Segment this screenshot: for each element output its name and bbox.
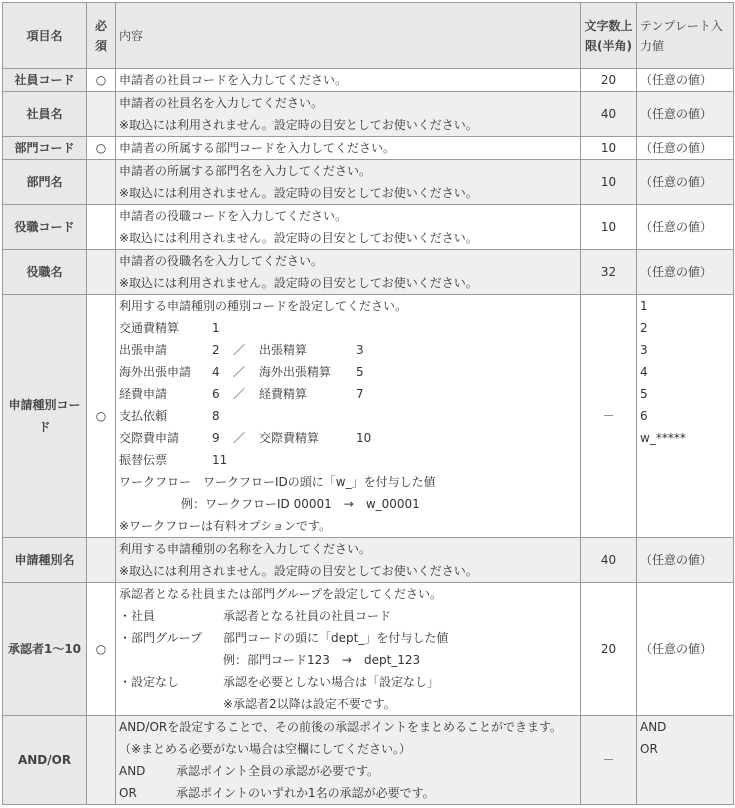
table-row-approver <box>3 583 734 716</box>
item-description: 利用する申請種別の名称を入力してください。 ※取込には利用されません。設定時の目安としてお使いください。 <box>116 538 581 583</box>
char-limit: 20 <box>581 69 637 92</box>
item-name: 承認者1～10 <box>3 583 87 716</box>
required-mark: ○ <box>87 137 116 160</box>
template-value: （任意の値） <box>637 92 734 137</box>
header-row <box>3 3 734 69</box>
item-description: 利用する申請種別の種別コードを設定してください。 交通費精算 1 出張申請 2 ／ 出張精算 3 海外出張申請 4 ／ 海外出張精算 5 経費申請 6 ／ 経費精算 7 支払依頼 8 交際費申請 9 ／ 交際費精算 10 振替伝票 11 ワークフロー ワークフローIDの頭に「w_」を付与した値 例：ワークフローID 00001 → w_00001 ※ワークフローは有料オプションです。 <box>116 295 581 538</box>
table-row <box>3 69 734 92</box>
required-mark <box>87 160 116 205</box>
item-name: 社員コード <box>3 69 87 92</box>
template-values: AND OR <box>637 716 734 805</box>
item-description: AND/ORを設定することで、その前後の承認ポイントをまとめることができます。（※まとめる必要がない場合は空欄にしてください。） AND 承認ポイント全員の承認が必要です。 OR 承認ポイントのいずれか1名の承認が必要です。 <box>116 716 581 805</box>
item-name: 申請種別コード <box>3 295 87 538</box>
header-template: テンプレート入力値 <box>637 3 734 69</box>
required-mark: ○ <box>87 583 116 716</box>
header-item-name: 項目名 <box>3 3 87 69</box>
required-mark <box>87 250 116 295</box>
item-description: 申請者の所属する部門コードを入力してください。 <box>116 137 581 160</box>
item-name: 申請種別名 <box>3 538 87 583</box>
item-name: 役職コード <box>3 205 87 250</box>
item-description: 申請者の社員コードを入力してください。 <box>116 69 581 92</box>
header-required: 必須 <box>87 3 116 69</box>
item-description: 申請者の役職名を入力してください。 ※取込には利用されません。設定時の目安としてお使いください。 <box>116 250 581 295</box>
char-limit: － <box>581 716 637 805</box>
item-description: 承認者となる社員または部門グループを設定してください。 ・社員 承認者となる社員の社員コード ・部門グループ 部門コードの頭に「dept_」を付与した値 例：部門コード123 → dept_123 ・設定なし 承認を必要としない場合は「設定なし」 ※承認者2以降は設定不要です。 <box>116 583 581 716</box>
template-values: 1 2 3 4 5 6 w_***** <box>637 295 734 538</box>
table-row <box>3 538 734 583</box>
char-limit: 10 <box>581 205 637 250</box>
required-mark: ○ <box>87 69 116 92</box>
template-value: （任意の値） <box>637 250 734 295</box>
template-value: （任意の値） <box>637 160 734 205</box>
table-row <box>3 137 734 160</box>
char-limit: 40 <box>581 538 637 583</box>
header-content: 内容 <box>116 3 581 69</box>
table-row-app-type-code <box>3 295 734 538</box>
template-value: （任意の値） <box>637 69 734 92</box>
template-value: （任意の値） <box>637 137 734 160</box>
char-limit: 10 <box>581 137 637 160</box>
required-mark <box>87 716 116 805</box>
template-value: （任意の値） <box>637 205 734 250</box>
item-description: 申請者の社員名を入力してください。 ※取込には利用されません。設定時の目安としてお使いください。 <box>116 92 581 137</box>
item-description: 申請者の役職コードを入力してください。 ※取込には利用されません。設定時の目安としてお使いください。 <box>116 205 581 250</box>
item-name: 部門名 <box>3 160 87 205</box>
item-name: 部門コード <box>3 137 87 160</box>
required-mark <box>87 205 116 250</box>
table-row <box>3 250 734 295</box>
char-limit: 10 <box>581 160 637 205</box>
item-description: 申請者の所属する部門名を入力してください。 ※取込には利用されません。設定時の目安としてお使いください。 <box>116 160 581 205</box>
template-value: （任意の値） <box>637 583 734 716</box>
char-limit: 32 <box>581 250 637 295</box>
char-limit: 20 <box>581 583 637 716</box>
required-mark: ○ <box>87 295 116 538</box>
item-name: 役職名 <box>3 250 87 295</box>
header-limit: 文字数上限(半角) <box>581 3 637 69</box>
table-row <box>3 205 734 250</box>
item-name: AND/OR <box>3 716 87 805</box>
table-row-and-or <box>3 716 734 805</box>
template-value: （任意の値） <box>637 538 734 583</box>
item-name: 社員名 <box>3 92 87 137</box>
import-spec-table <box>2 2 734 805</box>
required-mark <box>87 538 116 583</box>
table-row <box>3 160 734 205</box>
required-mark <box>87 92 116 137</box>
table-row <box>3 92 734 137</box>
char-limit: 40 <box>581 92 637 137</box>
char-limit: － <box>581 295 637 538</box>
